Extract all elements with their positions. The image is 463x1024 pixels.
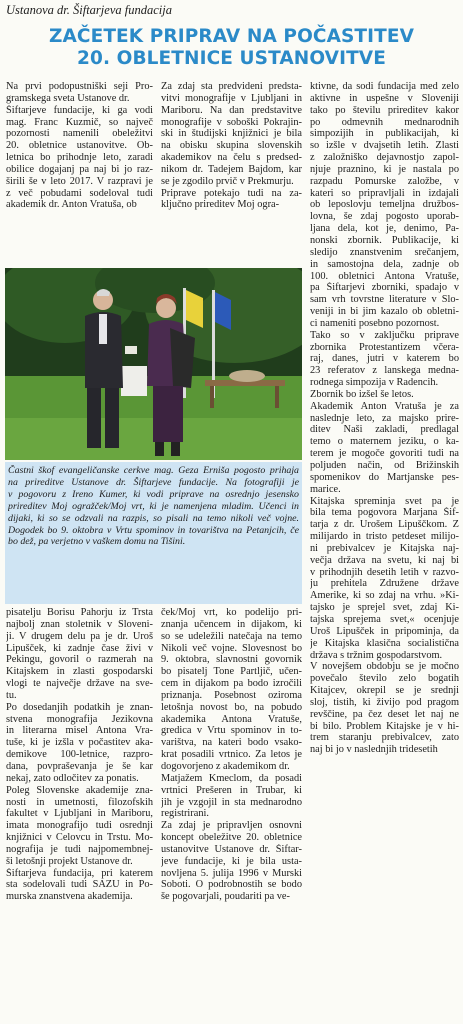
text-line: ni prebivalcev je Kitajska naj- bbox=[310, 542, 459, 554]
column-2-top bbox=[161, 81, 302, 211]
text-line: demikove 100-letnice, razpro- bbox=[6, 749, 153, 761]
text-line: na obisku skupina slovenskih bbox=[161, 140, 302, 152]
text-line: tu. bbox=[6, 689, 17, 701]
text-line: murska znanstvena akademija. bbox=[6, 891, 133, 903]
text-line: terem je mogoče govoriti tudi na bbox=[310, 448, 459, 460]
text-line: ček/Moj vrt, ko podelijo pri- bbox=[161, 607, 302, 618]
text-line: ustanovitve Ustanove dr. Šiftar- bbox=[161, 843, 302, 855]
text-line: jih je vzgojil in sta mednarodno bbox=[161, 796, 302, 808]
column-3 bbox=[310, 81, 459, 756]
text-line: Tako so v zaključku priprave bbox=[310, 329, 459, 341]
text-line: mag. Franc Kuzmič, so največ bbox=[6, 116, 153, 128]
text-line: tarja z dr. Urošem Lipuščkom. Z bbox=[310, 519, 459, 531]
text-line: veniji in bi jim kazalo ob obletni- bbox=[310, 306, 459, 318]
text-line: nosti in umetnosti, filozofskih bbox=[6, 796, 153, 808]
text-line: Kitajskem in zlasti gospodarski bbox=[6, 666, 153, 678]
text-line: Šiftarjeve fundacije, ki ga vodi bbox=[6, 104, 153, 116]
text-line: ju prehitela Združene države bbox=[310, 578, 459, 590]
text-line: zbornika Protestantizem včera- bbox=[310, 341, 459, 353]
text-line: njuje praznino, ki je nastala po bbox=[310, 163, 459, 175]
text-line: monografije v soboški Pokrajin- bbox=[161, 116, 302, 128]
text-line: akademikov na čelu s predsed- bbox=[161, 152, 302, 164]
text-line: gramskega sveta Ustanove dr. bbox=[6, 92, 130, 104]
text-line: 23 referatov z lanskega medna- bbox=[310, 365, 459, 377]
text-line: v prihodnjih desetih letih v razvo- bbox=[310, 566, 459, 578]
text-line: tuše, ki je izšla v počastitev aka- bbox=[6, 737, 153, 749]
column-2-bottom bbox=[161, 607, 302, 903]
text-line: akademik dr. Anton Vratuša, ob bbox=[6, 199, 137, 211]
text-line: raj, danes, jutri v katerem bo bbox=[310, 353, 459, 365]
text-line: Mariboru. Na dan predstavitve bbox=[161, 104, 302, 116]
text-line: spomenikov do Martjanske pes- bbox=[310, 471, 459, 483]
headline-line-1: ZAČETEK PRIPRAV NA POČASTITEV bbox=[48, 26, 414, 47]
text-line: ditev Naši zakladi, predlagal bbox=[310, 424, 459, 436]
text-line: knjižnici v Celovcu in Trstu. Mo- bbox=[6, 832, 153, 844]
text-line: priznanja. Posebnost oziroma bbox=[161, 689, 302, 701]
text-line: Zbornik bo izšel še letos. bbox=[310, 388, 414, 400]
text-line: ci nameniti posebno pozornost. bbox=[310, 317, 440, 329]
text-line: razpadu Pomurske založbe, v bbox=[310, 175, 459, 187]
text-line: Lipušček, ki zadnje čase živi v bbox=[6, 642, 153, 654]
text-line: večja država na svetu, ki naj bi bbox=[310, 554, 459, 566]
text-line: fakultet v Ljubljani in Mariboru, bbox=[6, 808, 153, 820]
text-line: še pogovarjali, poudariti pa ve- bbox=[161, 891, 290, 903]
text-line: sam vrh tovrstne literature v Slo- bbox=[310, 294, 459, 306]
text-line: nonski zbornik. Publikacije, ki bbox=[310, 234, 459, 246]
text-line: nikom dr. Tadejem Bajdom, kar bbox=[161, 163, 302, 175]
text-line: Dogodek bo 9. oktobra v Vrtu spominov in tovarištva na Petanjcih, če bbox=[8, 524, 299, 536]
text-line: revščine, pa čez deset let naj ne bbox=[310, 708, 459, 720]
text-line: marice. bbox=[310, 483, 341, 495]
text-line: Poleg Slovenske akademije zna- bbox=[6, 784, 153, 796]
text-line: tajsko je sprejel svet, zdaj Ki- bbox=[310, 602, 459, 614]
text-line: širili še v leto 2017. V razpravi je bbox=[6, 175, 153, 187]
text-line: Častni škof evangeličanske cerkve mag. Geza Erniša pogosto prihaja bbox=[8, 465, 299, 476]
text-line: ob leposlovju temeljna družbos- bbox=[310, 199, 459, 211]
text-line: bo pisatelj Tone Partljič, učen- bbox=[161, 666, 302, 678]
text-line: Uroš Lipušček in pripominja, da bbox=[310, 625, 459, 637]
text-line: znanja učencem in dijakom, ki bbox=[161, 618, 302, 630]
text-line: letošnja novost bo, na pobudo bbox=[161, 701, 302, 713]
text-line: ji. V drugem delu pa je dr. Uroš bbox=[6, 630, 153, 642]
text-line: milijardo in tristo petdeset milijo- bbox=[310, 531, 459, 543]
text-line: 9. oktobra, slavnostni govornik bbox=[161, 654, 302, 666]
text-line: v pogovoru z Ireno Kumer, ki vodi priprave na osrednjo jesensko bbox=[8, 488, 299, 500]
text-line: povečalo število zelo bogatih bbox=[310, 673, 459, 685]
text-line: kateri so pripravljali in izdajali bbox=[310, 187, 459, 199]
text-line: koncept obeležitve 20. obletnice bbox=[161, 832, 302, 844]
text-line: na prireditve Ustanove dr. Šiftarjeve fundacije. Na fotografiji je bbox=[8, 476, 299, 488]
text-line: pisatelju Borisu Pahorju iz Trsta bbox=[6, 607, 153, 618]
text-line: vitvi monografije v Ljubljani in bbox=[161, 92, 302, 104]
text-line: Na prvi podopustniški seji Pro- bbox=[6, 81, 153, 92]
text-line: bi bilo. Problem Kitajske je v hi- bbox=[310, 720, 459, 732]
kicker: Ustanova dr. Šiftarjeva fundacija bbox=[6, 3, 172, 17]
text-line: varištva, na kateri bodo vsako- bbox=[161, 737, 302, 749]
text-line: ktivne, da sodi fundacija med zelo bbox=[310, 81, 459, 92]
text-line: Za zdaj sta predvideni predsta- bbox=[161, 81, 302, 92]
text-line: Amerike, ki so zdaj na vrhu. »Ki- bbox=[310, 590, 459, 602]
text-line: pozornosti namenili obeležitvi bbox=[6, 128, 153, 140]
text-line: rodnega simpozija v Radencih. bbox=[310, 377, 439, 389]
text-line: Pekingu, govoril o razmerah na bbox=[6, 654, 153, 666]
text-line: je Kitajska klasična socialistična bbox=[310, 637, 459, 649]
text-line: nekaj, zato odločitev za ponatis. bbox=[6, 772, 139, 784]
text-line: Kitajska spreminja svet pa je bbox=[310, 495, 459, 507]
text-line: prireditev Moj ogražček/Moj vrt, ki je namenjena mladim. Učenci in bbox=[8, 500, 299, 512]
text-line: bila tema pogovora Marjana Šif- bbox=[310, 507, 459, 519]
text-line: Priprave potekajo tudi na za- bbox=[161, 187, 302, 199]
text-line: Nikoli več vojne. Slovesnost bo bbox=[161, 642, 302, 654]
text-line: letnica bo prihodnje leto, zaradi bbox=[6, 152, 153, 164]
text-line: Soboti. O podrobnostih se bodo bbox=[161, 879, 302, 891]
text-line: ključno prireditev Moj ogra- bbox=[161, 199, 280, 211]
text-line: ši letošnji projekt Ustanove dr. bbox=[6, 855, 133, 867]
text-line: sledijo znanstvenim srečanjem, bbox=[310, 246, 459, 258]
text-line: dijaki, ki so se odzvali na razpis, so pisali na temo nikoli več vojne. bbox=[8, 512, 299, 524]
text-line: sloj, tistih, ki živijo pod pragom bbox=[310, 696, 459, 708]
text-line: po odmevnih mednarodnih bbox=[310, 116, 459, 128]
text-line: V novejšem obdobju se je močno bbox=[310, 661, 459, 673]
text-line: Akademik Anton Vratuša je za bbox=[310, 400, 459, 412]
text-line: obilice dogajanj pa naj bi jo raz- bbox=[6, 163, 153, 175]
text-line: dogovorjeno z akademikom dr. bbox=[161, 760, 290, 772]
text-line: nografija je tudi najpomembnej- bbox=[6, 843, 153, 855]
text-line: ski in študijski knjižnici je bila bbox=[161, 128, 302, 140]
text-line: simpozijih in publikacijah, ki bbox=[310, 128, 459, 140]
text-line: Za zdaj je pripravljen osnovni bbox=[161, 820, 302, 832]
text-line: najbolj znan stoletnik v Sloveni- bbox=[6, 618, 153, 630]
text-line: vlogi te največje države na sve- bbox=[6, 678, 153, 690]
text-line: Šiftarjeva fundacija, pri katerem bbox=[6, 867, 153, 879]
text-line: 100. obletnici Antona Vratuše, bbox=[310, 270, 459, 282]
text-line: z založniško dejavnostjo zapol- bbox=[310, 152, 459, 164]
text-line: imata monografijo tudi osrednji bbox=[6, 820, 153, 832]
text-line: cem in dijakom pa bodo izročili bbox=[161, 678, 302, 690]
text-line: poljuden način, od Brižinskih bbox=[310, 460, 459, 471]
text-line: lovna, še zdaj pogosto uporab- bbox=[310, 211, 459, 223]
text-line: in samostojna dela, zadnje ob bbox=[310, 258, 459, 270]
text-line: z več pobudami sodeloval tudi bbox=[6, 187, 153, 199]
headline-line-2: 20. OBLETNICE USTANOVITVE bbox=[77, 48, 386, 69]
text-line: gredica v Vrtu spominov in to- bbox=[161, 725, 302, 737]
text-line: so se udeležili natečaja na temo bbox=[161, 630, 302, 642]
text-line: pa Šiftarjevi zborniki, spadajo v bbox=[310, 282, 459, 294]
photo-illustration bbox=[5, 268, 302, 460]
text-line: krat posadili vrtnico. Za letos je bbox=[161, 749, 302, 761]
text-line: naj bi jo v naslednjih tridesetih bbox=[310, 744, 438, 756]
text-line: se je zgodilo prvič v Prekmurju. bbox=[161, 175, 294, 187]
text-line: Po dosedanjih podatkih je znan- bbox=[6, 701, 153, 713]
photo-caption bbox=[5, 462, 302, 604]
text-line: temo o maternem jeziku, o ka- bbox=[310, 436, 459, 448]
text-line: bo dež, pa verjetno v vaškem domu na Tišini. bbox=[8, 536, 186, 548]
text-line: in literarna misel Antona Vra- bbox=[6, 725, 153, 737]
text-line: trem staranju prebivalcev, zato bbox=[310, 732, 459, 744]
text-line: dana, povpraševanja je še kar bbox=[6, 760, 153, 772]
text-line: aktivne in uspešne v Sloveniji bbox=[310, 92, 459, 104]
text-line: ljana dela, kot je, denimo, Pa- bbox=[310, 223, 459, 235]
text-line: 20. obletnice ustanovitve. Ob- bbox=[6, 140, 153, 152]
text-line: sta sodelovali tudi SAZU in Po- bbox=[6, 879, 153, 891]
column-1-bottom bbox=[6, 607, 153, 903]
text-line: novljena 5. julija 1996 v Murski bbox=[161, 867, 302, 879]
text-line: registrirani. bbox=[161, 808, 209, 820]
column-1-top bbox=[6, 81, 153, 211]
text-line: država s tržnim gospodarstvom. bbox=[310, 649, 443, 661]
text-line: vrtnici Prešeren in Trubar, ki bbox=[161, 784, 302, 796]
text-line: so izšle v dvajsetih letih. Zlasti bbox=[310, 140, 459, 152]
text-line: Kitajcev, okrepil se je srednji bbox=[310, 685, 459, 697]
text-line: stvena monografija Jezikovna bbox=[6, 713, 153, 725]
text-line: tajska sprejema svet,« ocenjuje bbox=[310, 613, 459, 625]
text-line: naslednje leto, za majsko prire- bbox=[310, 412, 459, 424]
photo bbox=[5, 268, 302, 460]
text-line: Matjažem Kmeclom, da posadi bbox=[161, 772, 302, 784]
text-line: akademika Antona Vratuše, bbox=[161, 713, 302, 725]
text-line: jeve fundacije, ki je bila usta- bbox=[161, 855, 302, 867]
text-line: tako po številu prireditev kakor bbox=[310, 104, 459, 116]
